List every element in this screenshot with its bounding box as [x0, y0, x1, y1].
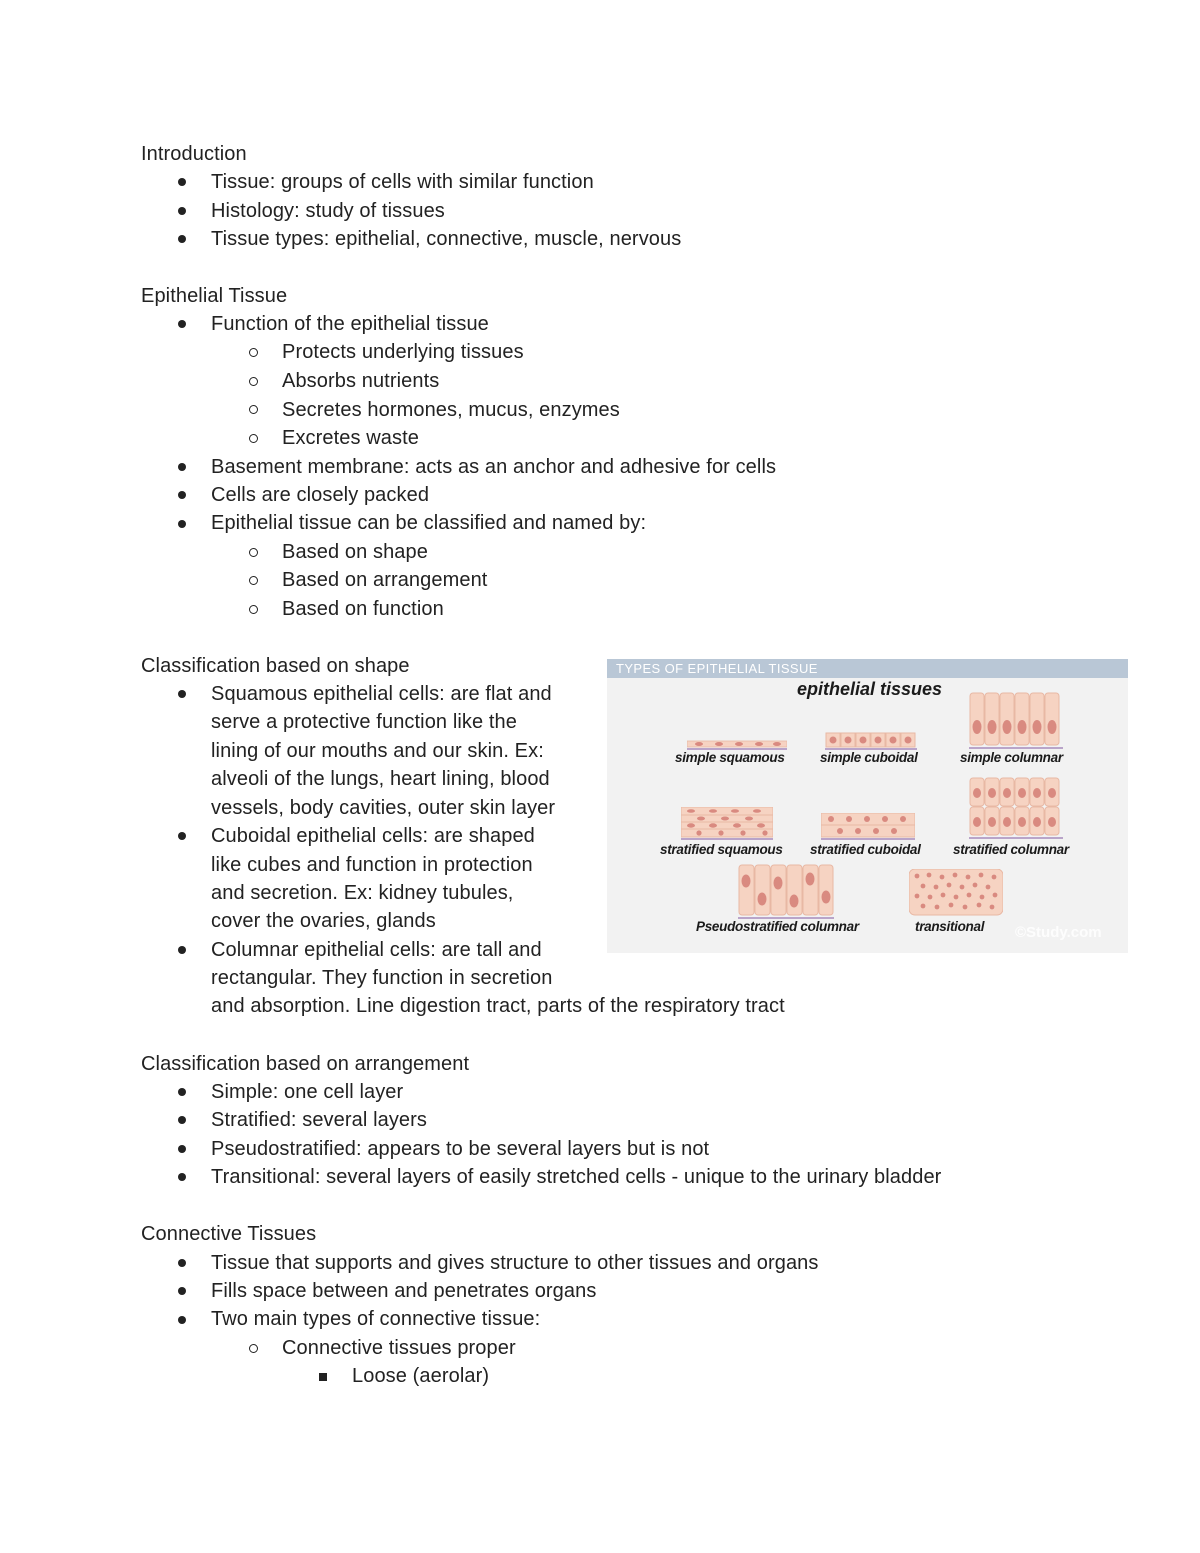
list-item: Transitional: several layers of easily stretched cells - unique to the urinary bladder: [211, 1166, 942, 1188]
figure-banner-text: TYPES OF EPITHELIAL TISSUE: [616, 661, 818, 676]
bullet-disc: [178, 320, 186, 328]
bullet-square: [319, 1373, 327, 1381]
bullet-disc: [178, 1145, 186, 1153]
bullet-disc: [178, 520, 186, 528]
bullet-disc: [178, 690, 186, 698]
bullet-disc: [178, 1287, 186, 1295]
list-item-cont: like cubes and function in protection: [211, 854, 533, 876]
list-item-cont: and secretion. Ex: kidney tubules,: [211, 882, 514, 904]
bullet-disc: [178, 463, 186, 471]
bullet-circle: [249, 377, 258, 386]
bullet-disc: [178, 491, 186, 499]
label-simple-squamous: simple squamous: [675, 750, 785, 765]
bullet-disc: [178, 1316, 186, 1324]
list-item: Based on function: [282, 598, 444, 620]
list-item: Basement membrane: acts as an anchor and adhesive for cells: [211, 456, 777, 478]
list-item: Two main types of connective tissue:: [211, 1308, 541, 1330]
stratified-columnar-illustration: [969, 777, 1063, 841]
epithelial-types-figure: [607, 659, 1128, 953]
bullet-circle: [249, 548, 258, 557]
label-stratified-cuboidal: stratified cuboidal: [810, 842, 921, 857]
label-pseudostratified: Pseudostratified columnar: [696, 919, 859, 934]
list-item: Columnar epithelial cells: are tall and: [211, 939, 542, 961]
list-item: Excretes waste: [282, 427, 420, 449]
list-item: Epithelial tissue can be classified and named by:: [211, 512, 647, 534]
bullet-disc: [178, 235, 186, 243]
list-item: Stratified: several layers: [211, 1109, 428, 1131]
heading-classification-shape: Classification based on shape: [141, 655, 410, 677]
bullet-circle: [249, 576, 258, 585]
bullet-disc: [178, 832, 186, 840]
bullet-circle: [249, 434, 258, 443]
list-item: Secretes hormones, mucus, enzymes: [282, 399, 620, 421]
pseudostratified-illustration: [738, 863, 834, 921]
list-item: Connective tissues proper: [282, 1337, 516, 1359]
list-item: Based on arrangement: [282, 569, 488, 591]
list-item: Function of the epithelial tissue: [211, 313, 489, 335]
list-item: Squamous epithelial cells: are flat and: [211, 683, 552, 705]
bullet-disc: [178, 1088, 186, 1096]
bullet-disc: [178, 1173, 186, 1181]
list-item: Cells are closely packed: [211, 484, 430, 506]
list-item: Histology: study of tissues: [211, 200, 445, 222]
list-item-cont: lining of our mouths and our skin. Ex:: [211, 740, 544, 762]
label-stratified-squamous: stratified squamous: [660, 842, 783, 857]
list-item: Pseudostratified: appears to be several layers but is not: [211, 1138, 710, 1160]
list-item: Cuboidal epithelial cells: are shaped: [211, 825, 535, 847]
simple-squamous-illustration: [687, 737, 787, 751]
label-transitional: transitional: [915, 919, 985, 934]
list-item: Tissue: groups of cells with similar function: [211, 171, 594, 193]
bullet-disc: [178, 207, 186, 215]
bullet-disc: [178, 946, 186, 954]
bullet-disc: [178, 178, 186, 186]
list-item: Based on shape: [282, 541, 428, 563]
simple-columnar-illustration: [969, 691, 1063, 751]
stratified-squamous-illustration: [681, 807, 773, 841]
bullet-disc: [178, 1116, 186, 1124]
heading-connective-tissues: Connective Tissues: [141, 1223, 317, 1245]
heading-classification-arrangement: Classification based on arrangement: [141, 1053, 470, 1075]
bullet-circle: [249, 405, 258, 414]
bullet-disc: [178, 1259, 186, 1267]
simple-cuboidal-illustration: [825, 731, 917, 751]
bullet-circle: [249, 605, 258, 614]
heading-epithelial-tissue: Epithelial Tissue: [141, 285, 288, 307]
list-item-cont: cover the ovaries, glands: [211, 910, 436, 932]
list-item: Loose (aerolar): [352, 1365, 490, 1387]
list-item-cont: serve a protective function like the: [211, 711, 517, 733]
list-item: Fills space between and penetrates organs: [211, 1280, 597, 1302]
list-item: Protects underlying tissues: [282, 341, 524, 363]
figure-banner: [607, 659, 1128, 678]
figure-title: epithelial tissues: [797, 679, 943, 699]
label-stratified-columnar: stratified columnar: [953, 842, 1069, 857]
list-item-cont: rectangular. They function in secretion: [211, 967, 553, 989]
bullet-circle: [249, 348, 258, 357]
list-item: Simple: one cell layer: [211, 1081, 404, 1103]
label-simple-columnar: simple columnar: [960, 750, 1063, 765]
list-item: Tissue that supports and gives structure to other tissues and organs: [211, 1252, 819, 1274]
list-item-cont: and absorption. Line digestion tract, parts of the respiratory tract: [211, 995, 785, 1017]
list-item-cont: vessels, body cavities, outer skin layer: [211, 797, 556, 819]
transitional-illustration: [909, 869, 1003, 919]
stratified-cuboidal-illustration: [821, 813, 915, 841]
list-item: Absorbs nutrients: [282, 370, 440, 392]
label-simple-cuboidal: simple cuboidal: [820, 750, 918, 765]
list-item-cont: alveoli of the lungs, heart lining, blood: [211, 768, 550, 790]
bullet-circle: [249, 1344, 258, 1353]
list-item: Tissue types: epithelial, connective, muscle, nervous: [211, 228, 682, 250]
figure-watermark: ©Study.com: [1015, 924, 1102, 941]
heading-introduction: Introduction: [141, 143, 247, 165]
